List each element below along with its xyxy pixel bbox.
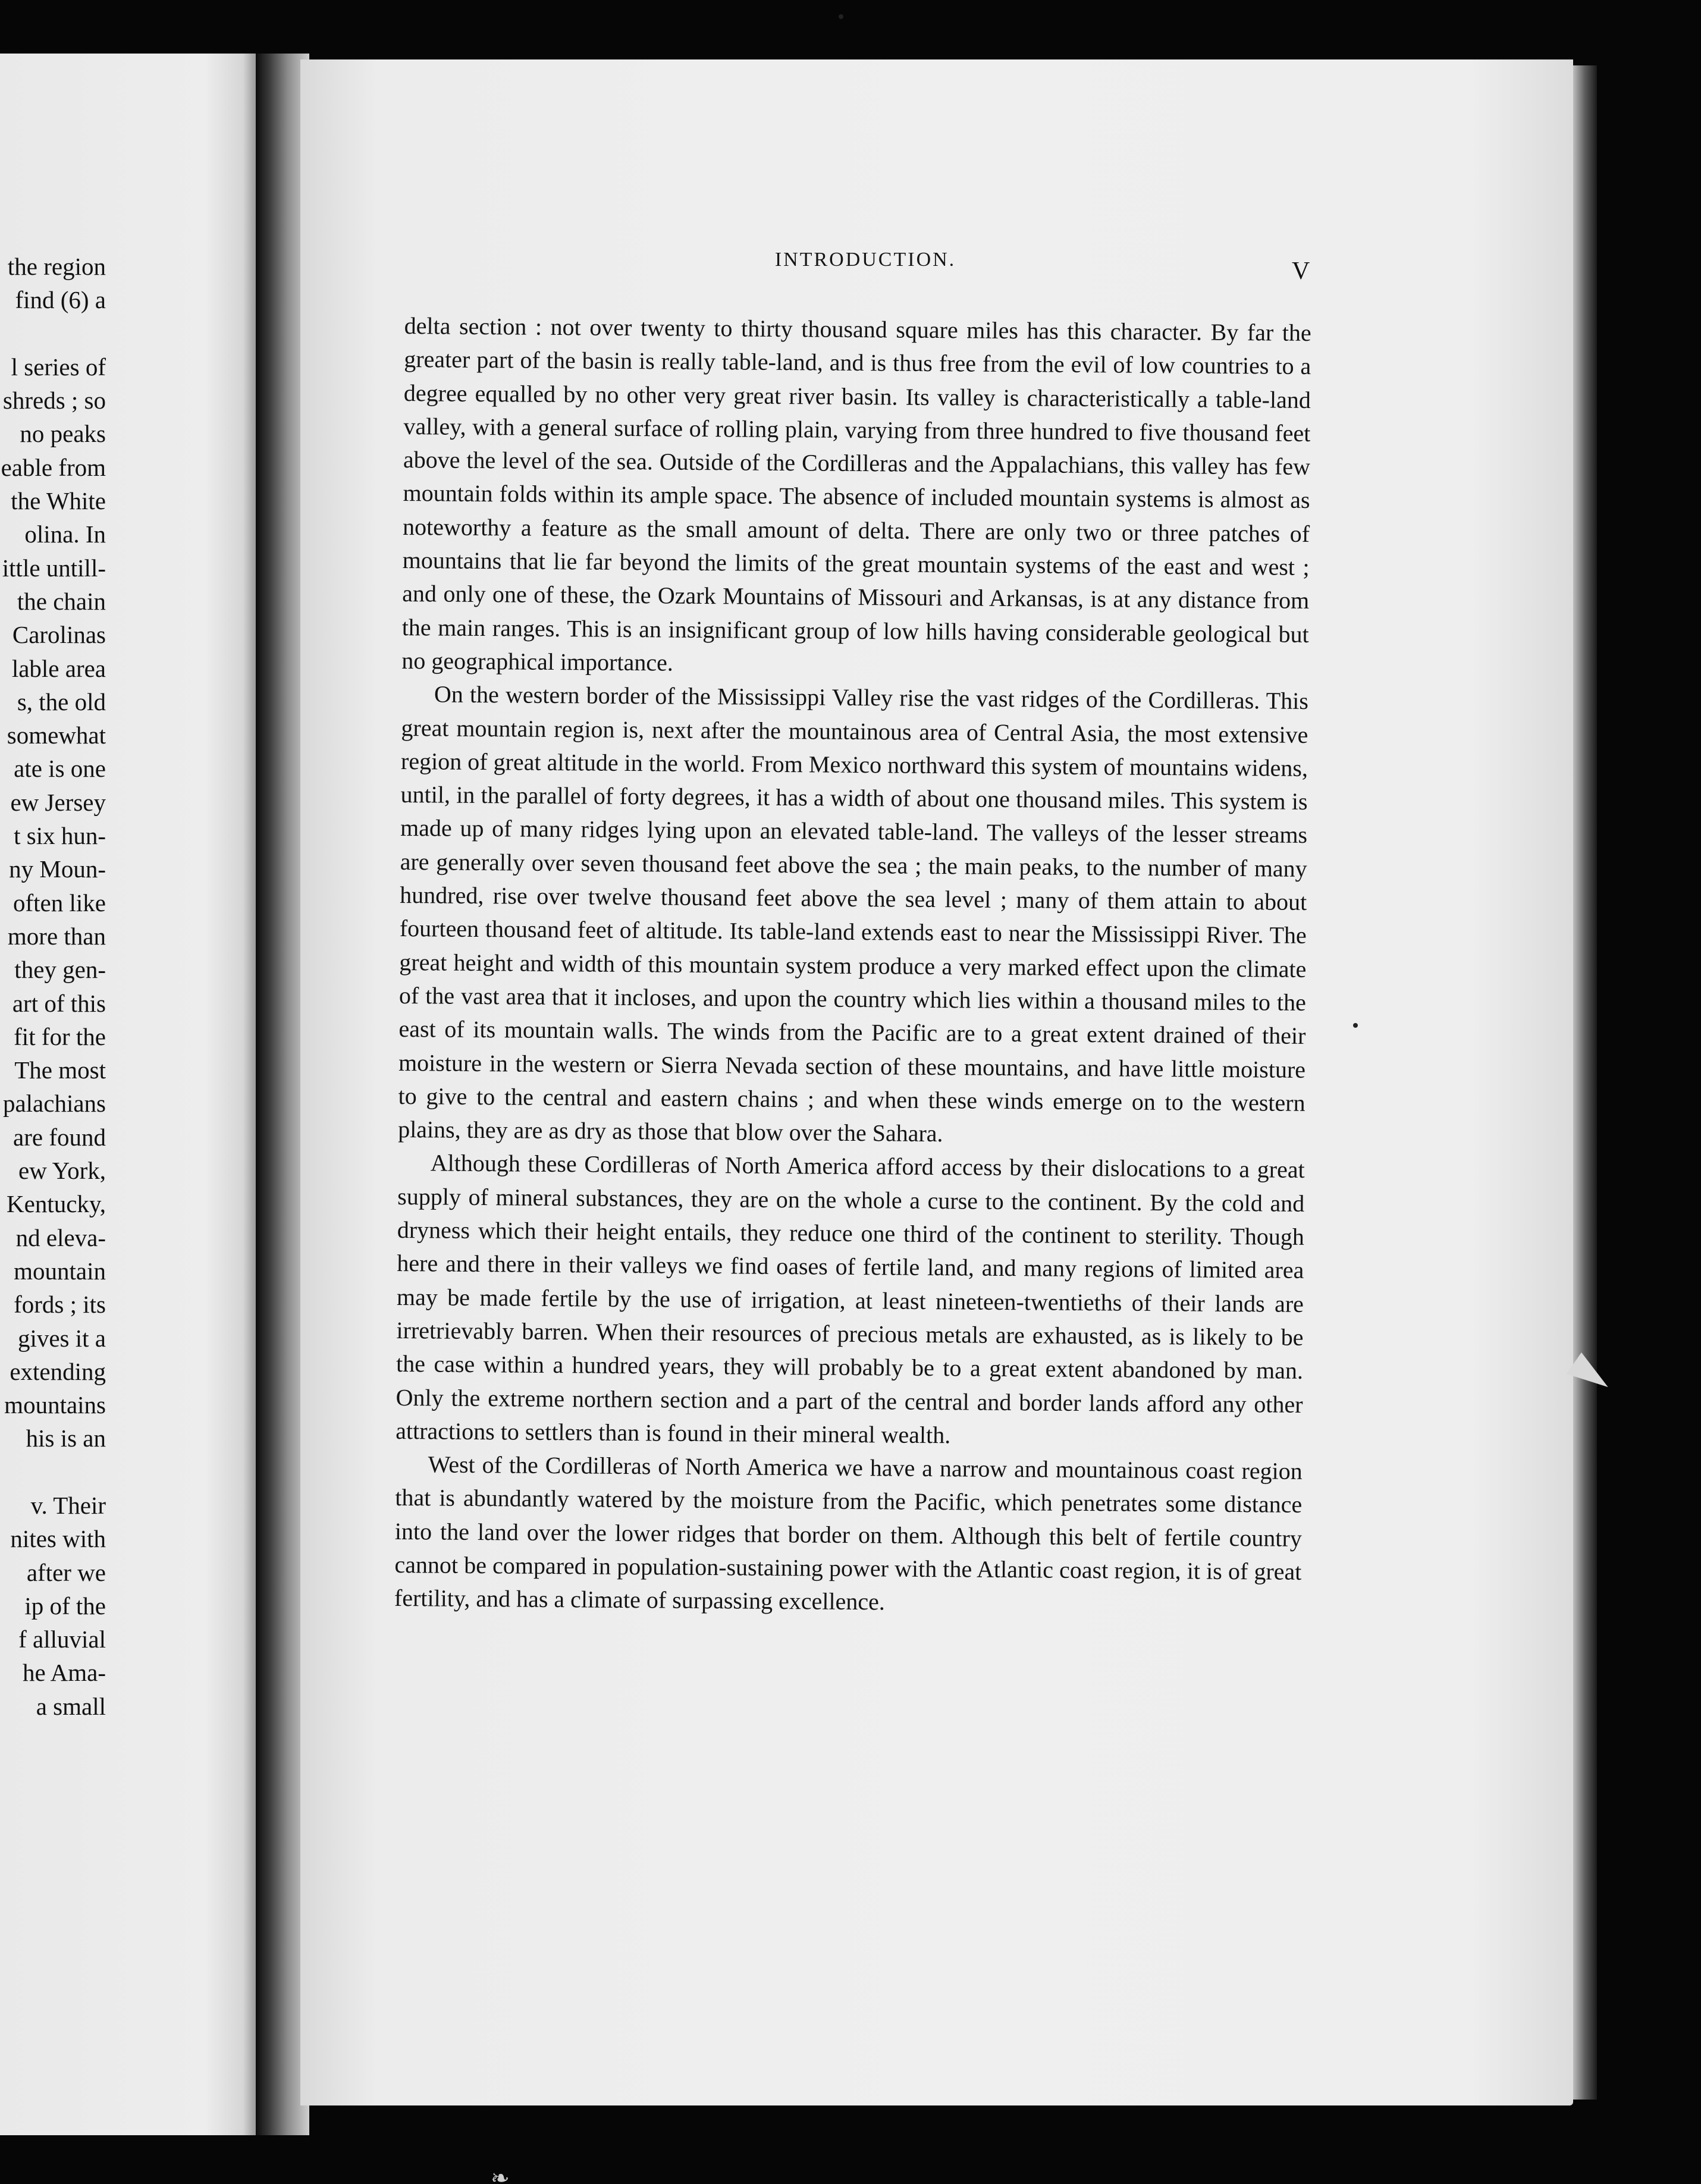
left-page-line: f alluvial [18, 1626, 106, 1653]
left-page-line: ate is one [14, 755, 106, 783]
left-page-line: gives it a [17, 1324, 106, 1352]
left-page-line: the White [11, 487, 106, 515]
left-page-line: art of this [12, 989, 106, 1017]
left-page-line: they gen- [14, 956, 106, 984]
scan-mark-icon: ❧ [491, 2165, 510, 2184]
left-page-line: ew Jersey [10, 788, 106, 816]
paragraph-3: Although these Cordilleras of North America afford access by their dislocations to a great supply of mineral substances, they are on the whole a curse to the continent. By the cold and dryness which their height entails, they reduce one third of the continent to sterility. Though here and there in their valleys we find oases of fertile land, and many regions of limited area may be made fertile by the use of irrigation, at least nineteen-twentieths of their lands are irretrievably barren. When their resources of precious metals are exhausted, as is likely to be the case within a hundred years, they will probably be to a great extent abandoned by man. Only the extreme northern section and a part of the central and border lands afford any other attractions to settlers than is found in their mineral wealth. [396, 1149, 1305, 1449]
body-text [394, 309, 1311, 1622]
left-page-line: palachians [2, 1090, 106, 1118]
left-page-line: mountains [4, 1391, 106, 1419]
left-page-line: eable from [1, 453, 106, 481]
running-head: INTRODUCTION. [774, 249, 956, 271]
left-page-line: ittle untill- [2, 554, 106, 582]
page-number: V [1292, 258, 1310, 285]
left-page-line: often like [13, 889, 106, 917]
left-page-line: the chain [17, 587, 106, 615]
left-page-line: after we [26, 1558, 106, 1586]
paragraph-1: delta section : not over twenty to thirty thousand square miles has this character. By far the greater part of the basin is really table-land, and is thus free from the evil of low countries to a degree equalled by no other very great river basin. Its valley is characteristically a table-land valley, with a general surface of rolling plain, varying from three hundred to five thousand feet above the level of the sea. Outside of the Cordilleras and the Appalachians, this valley has few mountain folds within its ample space. The absence of included mountain systems is almost as noteworthy a feature as the small amount of delta. There are only two or three patches of mountains that lie far beyond the limits of the great mountain systems of the east and west ; and only one of these, the Ozark Mountains of Missouri and Arkansas, is at any distance from the main ranges. This is an insignificant group of low hills having considerable geological but no geographical importance. [401, 312, 1311, 676]
left-page-line: nd eleva- [15, 1223, 106, 1251]
left-page-line: olina. In [24, 520, 106, 548]
left-page-line: his is an [26, 1424, 106, 1452]
left-page-line: t six hun- [14, 822, 106, 850]
left-page-line: extending [10, 1357, 106, 1385]
left-page-line: lable area [11, 654, 106, 682]
page-edge [1573, 65, 1597, 2100]
left-page-line: no peaks [20, 420, 106, 448]
left-page-line: mountain [14, 1257, 106, 1285]
left-page-line: fit for the [14, 1022, 106, 1050]
left-page-line: somewhat [7, 721, 106, 749]
scan-speck [1353, 1023, 1358, 1028]
left-page-line: nites with [10, 1525, 106, 1553]
left-page-line: are found [13, 1123, 106, 1151]
left-page-line: ny Moun- [9, 855, 106, 883]
left-page-line: ip of the [24, 1592, 106, 1620]
left-page-line: shreds ; so [2, 387, 106, 415]
left-page-line: the region [7, 253, 106, 280]
scan-speck [839, 14, 843, 19]
left-page-line: fords ; its [14, 1291, 106, 1319]
paragraph-4: West of the Cordilleras of North America we have a narrow and mountainous coast region that is abundantly watered by the moisture from the Pacific, which penetrates some distance into the land over the lower ridges that border on them. Although this belt of fertile country cannot be compared in population-sustaining power with the Atlantic coast region, it is of great fertility, and has a climate of surpassing excellence. [394, 1451, 1303, 1615]
left-page-line [0, 1455, 106, 1489]
left-page-line: Carolinas [12, 621, 106, 649]
left-page-text-fragments [0, 250, 106, 1723]
left-page-line: more than [7, 922, 106, 950]
left-page-line: find (6) a [15, 286, 106, 314]
left-page-line [0, 317, 106, 350]
left-page-line: a small [36, 1692, 106, 1720]
left-page-line: Kentucky, [7, 1190, 106, 1218]
left-page-line: s, the old [17, 688, 106, 716]
left-page-line: l series of [11, 353, 106, 381]
left-page-line: The most [14, 1056, 106, 1084]
left-page-line: he Ama- [22, 1659, 106, 1687]
left-page-line: v. Their [30, 1491, 106, 1519]
paragraph-2: On the western border of the Mississippi Valley rise the vast ridges of the Cordilleras. This great mountain region is, next after the mountainous area of Central Asia, the most extensive region of great altitude in the world. From Mexico northward this system of mountains widens, until, in the parallel of forty degrees, it has a width of about one thousand miles. This system is made up of many ridges lying upon an elevated table-land. The valleys of the lesser streams are generally over seven thousand feet above the sea ; the main peaks, to the number of many hundred, rise over twelve thousand feet above the sea level ; many of them attain to about fourteen thousand feet of altitude. Its table-land extends east to near the Mississippi River. The great height and width of this mountain system produce a very marked effect upon the climate of the vast area that it incloses, and upon the country which lies within a thousand miles to the east of its mountain walls. The winds from the Pacific are to a great extent drained of their moisture in the western or Sierra Nevada section of these mountains, and have little moisture to give to the central and eastern chains ; and when these winds emerge on to the western plains, they are as dry as those that blow over the Sahara. [397, 680, 1309, 1147]
left-page-line: ew York, [18, 1157, 106, 1185]
